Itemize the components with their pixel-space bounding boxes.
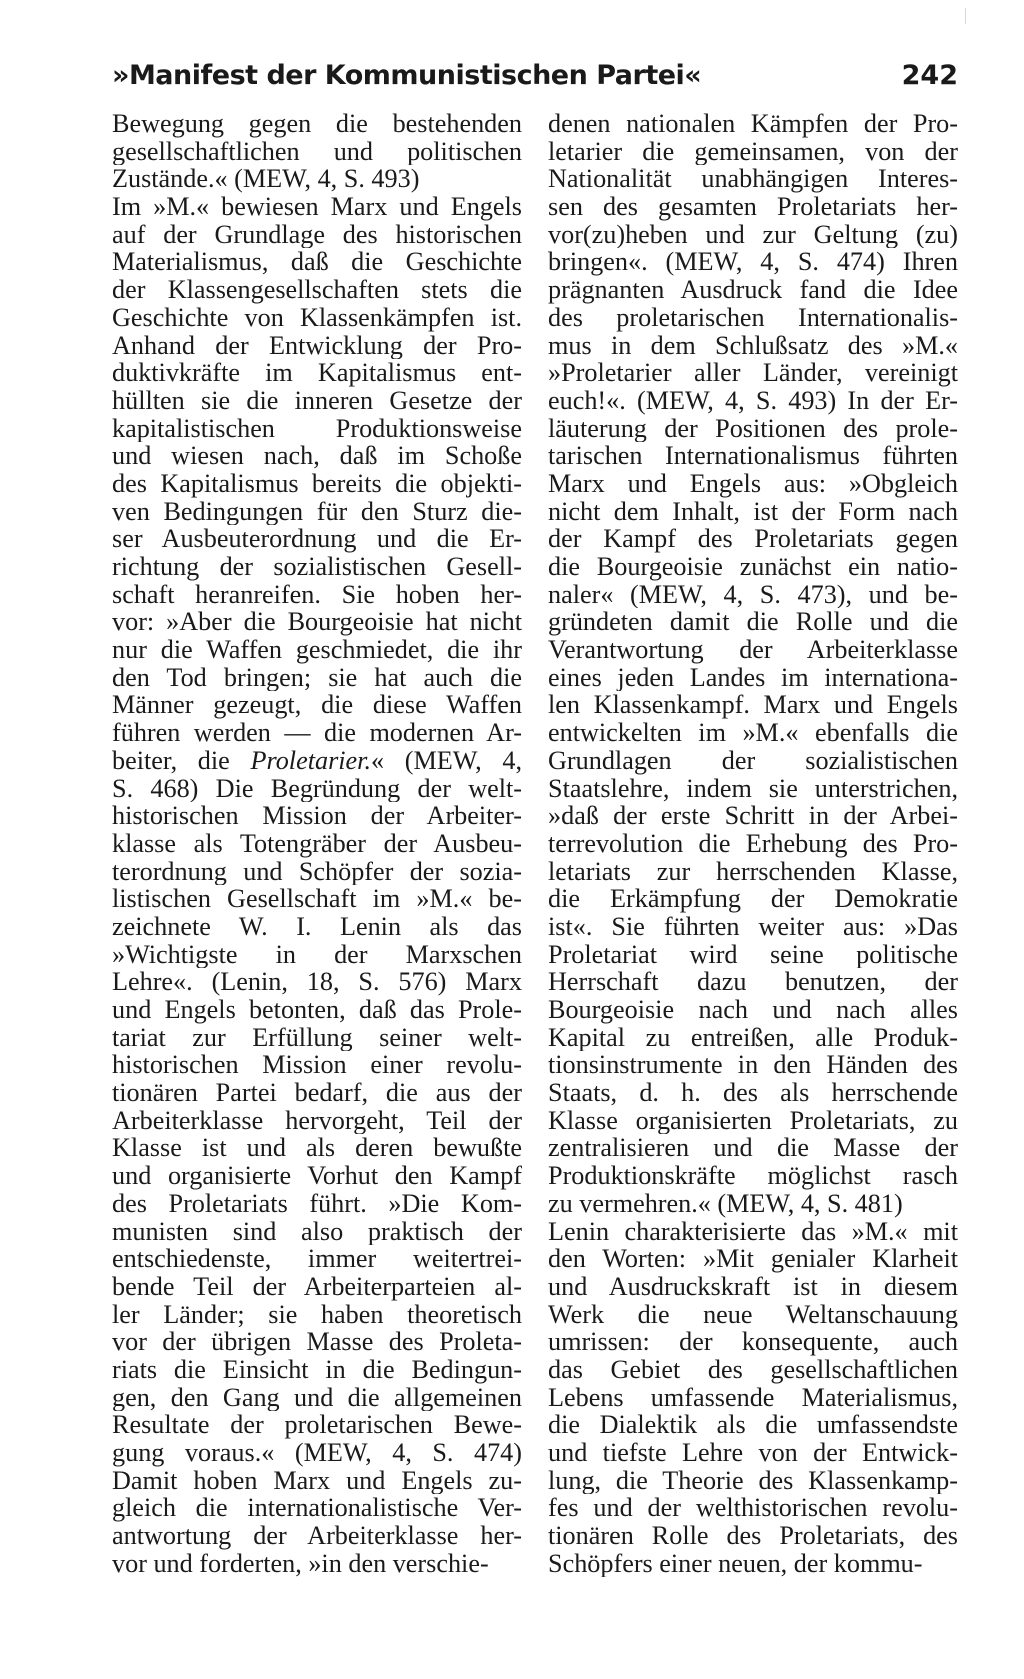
- text-line: des Proletariats führt. »Die Kom-: [112, 1189, 522, 1218]
- text-line: Kapital zu entreißen, alle Produk-: [548, 1023, 958, 1052]
- text-line: vor: »Aber die Bourgeoisie hat nicht: [112, 608, 522, 637]
- text-line: antwortung der Arbeiterklasse her-: [112, 1522, 522, 1550]
- text-line: und Ausdruckskraft ist in diesem: [548, 1272, 958, 1301]
- text-line: Lebens umfassende Materialismus,: [548, 1383, 958, 1412]
- text-line: schaft heranreifen. Sie hoben her-: [112, 580, 522, 609]
- text-line: entwickelten im »M.« ebenfalls die: [548, 719, 958, 747]
- text-line: riats die Einsicht in die Bedingun-: [112, 1355, 522, 1384]
- text-line: Im »M.« bewiesen Marx und Engels: [112, 193, 522, 221]
- text-line: Marx und Engels aus: »Obgleich: [548, 469, 958, 498]
- text-line: den Worten: »Mit genialer Klarheit: [548, 1245, 958, 1273]
- text-line: »daß der erste Schritt in der Arbei-: [548, 802, 958, 830]
- text-line: zentralisieren und die Masse der: [548, 1134, 958, 1163]
- text-line: »Proletarier aller Länder, vereinigt: [548, 359, 958, 387]
- text-line: terrevolution die Erhebung des Pro-: [548, 829, 958, 858]
- text-line: listischen Gesellschaft im »M.« be-: [112, 885, 522, 913]
- text-line: und tiefste Lehre von der Entwick-: [548, 1439, 958, 1467]
- text-line: Grundlagen der sozialistischen: [548, 746, 958, 775]
- text-line: Lenin charakterisierte das »M.« mit: [548, 1217, 958, 1246]
- text-line: tariat zur Erfüllung seiner welt-: [112, 1023, 522, 1052]
- text-line: ist«. Sie führten weiter aus: »Das: [548, 912, 958, 941]
- text-line: Proletariat wird seine politische: [548, 940, 958, 969]
- text-line: führen werden — die modernen Ar-: [112, 719, 522, 747]
- text-run: « (MEW, 4,: [371, 746, 522, 775]
- text-line: Klasse organisierten Proletariats, zu: [548, 1106, 958, 1135]
- text-line: bringen«. (MEW, 4, S. 474) Ihren: [548, 248, 958, 277]
- text-line: vor und forderten, »in den verschie-: [112, 1549, 489, 1578]
- italic-term: Proletarier.: [250, 746, 372, 775]
- text-line: letarier die gemeinsamen, von der: [548, 137, 958, 166]
- text-line: duktivkräfte im Kapitalismus ent-: [112, 359, 522, 387]
- text-line: letariats zur herrschenden Klasse,: [548, 857, 958, 886]
- text-line: Produktionskräfte möglichst rasch: [548, 1162, 958, 1190]
- text-line: mus in dem Schlußsatz des »M.«: [548, 331, 958, 360]
- text-line: Verantwortung der Arbeiterklasse: [548, 636, 958, 664]
- text-line: sen des gesamten Proletariats her-: [548, 193, 958, 221]
- text-line: tionsinstrumente in den Händen des: [548, 1051, 958, 1080]
- text-line: Staats, d. h. des als herrschende: [548, 1079, 958, 1107]
- text-line: vor der übrigen Masse des Proleta-: [112, 1328, 522, 1356]
- text-line: naler« (MEW, 4, S. 473), und be-: [548, 580, 958, 609]
- text-line: Zustände.« (MEW, 4, S. 493): [112, 165, 420, 194]
- text-line: ven Bedingungen für den Sturz die-: [112, 497, 522, 526]
- text-line: denen nationalen Kämpfen der Pro-: [548, 110, 958, 138]
- text-line: gen, den Gang und die allgemeinen: [112, 1383, 522, 1412]
- text-line: munisten sind also praktisch der: [112, 1217, 522, 1246]
- text-line: ler Länder; sie haben theoretisch: [112, 1300, 522, 1329]
- text-line: eines jeden Landes im internationa-: [548, 663, 958, 692]
- page-number: 242: [901, 60, 958, 91]
- text-line: tionären Rolle des Proletariats, des: [548, 1522, 958, 1550]
- text-line: die Dialektik als die umfassendste: [548, 1411, 958, 1439]
- text-line: richtung der sozialistischen Gesell-: [112, 553, 522, 581]
- text-line: hüllten sie die inneren Gesetze der: [112, 386, 522, 415]
- text-line: Männer gezeugt, die diese Waffen: [112, 691, 522, 720]
- text-line: des Kapitalismus bereits die objekti-: [112, 469, 522, 498]
- text-line: fes und der welthistorischen revolu-: [548, 1494, 958, 1523]
- text-line: Nationalität unabhängigen Interes-: [548, 165, 958, 194]
- text-line: euch!«. (MEW, 4, S. 493) In der Er-: [548, 386, 958, 415]
- text-line: bende Teil der Arbeiterparteien al-: [112, 1272, 522, 1301]
- text-line: klasse als Totengräber der Ausbeu-: [112, 829, 522, 858]
- text-line: umrissen: der konsequente, auch: [548, 1328, 958, 1356]
- text-line: das Gebiet des gesellschaftlichen: [548, 1355, 958, 1384]
- text-line: prägnanten Ausdruck fand die Idee: [548, 276, 958, 304]
- text-line: zeichnete W. I. Lenin als das: [112, 912, 522, 941]
- right-text-column: [548, 110, 958, 1577]
- text-line: nur die Waffen geschmiedet, die ihr: [112, 636, 522, 664]
- text-line: Arbeiterklasse hervorgeht, Teil der: [112, 1106, 522, 1135]
- text-line: Geschichte von Klassenkämpfen ist.: [112, 303, 522, 332]
- text-line: nicht dem Inhalt, ist der Form nach: [548, 497, 958, 526]
- left-text-column: [112, 110, 522, 1577]
- text-line: Bourgeoisie nach und nach alles: [548, 996, 958, 1024]
- text-line: Anhand der Entwicklung der Pro-: [112, 331, 522, 360]
- page-header: [112, 60, 958, 100]
- text-line: die Erkämpfung der Demokratie: [548, 885, 958, 913]
- text-line: der Klassengesellschaften stets die: [112, 276, 522, 304]
- text-line: Werk die neue Weltanschauung: [548, 1300, 958, 1329]
- text-line: Lehre«. (Lenin, 18, S. 576) Marx: [112, 968, 522, 996]
- text-line: den Tod bringen; sie hat auch die: [112, 663, 522, 692]
- text-line: des proletarischen Internationalis-: [548, 303, 958, 332]
- text-line: der Kampf des Proletariats gegen: [548, 525, 958, 553]
- running-title: »Manifest der Kommunistischen Partei«: [112, 60, 702, 91]
- text-line: Schöpfers einer neuen, der kommu-: [548, 1549, 923, 1578]
- text-line: die Bourgeoisie zunächst ein natio-: [548, 553, 958, 581]
- text-line: gründeten damit die Rolle und die: [548, 608, 958, 637]
- text-line: zu vermehren.« (MEW, 4, S. 481): [548, 1189, 903, 1218]
- text-line: Staatslehre, indem sie unterstrichen,: [548, 774, 958, 803]
- text-line: Herrschaft dazu benutzen, der: [548, 968, 958, 996]
- text-line: historischen Mission der Arbeiter-: [112, 802, 522, 830]
- text-line: historischen Mission einer revolu-: [112, 1051, 522, 1080]
- text-line: terordnung und Schöpfer der sozia-: [112, 857, 522, 886]
- text-line: tarischen Internationalismus führten: [548, 442, 958, 470]
- text-line: läuterung der Positionen des prole-: [548, 414, 958, 443]
- text-line: gesellschaftlichen und politischen: [112, 137, 522, 166]
- text-line: »Wichtigste in der Marxschen: [112, 940, 522, 969]
- text-line: len Klassenkampf. Marx und Engels: [548, 691, 958, 720]
- text-line: Resultate der proletarischen Bewe-: [112, 1411, 522, 1439]
- text-line: und organisierte Vorhut den Kampf: [112, 1162, 522, 1190]
- text-line: auf der Grundlage des historischen: [112, 220, 522, 249]
- text-line: und wiesen nach, daß im Schoße: [112, 442, 522, 470]
- text-line: S. 468) Die Begründung der welt-: [112, 774, 522, 803]
- text-line: vor(zu)heben und zur Geltung (zu): [548, 220, 958, 249]
- scan-mark: [965, 8, 966, 24]
- text-line: Klasse ist und als deren bewußte: [112, 1134, 522, 1163]
- text-line: entschiedenste, immer weitertrei-: [112, 1245, 522, 1273]
- text-line: tionären Partei bedarf, die aus der: [112, 1079, 522, 1107]
- text-line: gleich die internationalistische Ver-: [112, 1494, 522, 1523]
- text-line: gung voraus.« (MEW, 4, S. 474): [112, 1439, 522, 1467]
- text-line: kapitalistischen Produktionsweise: [112, 414, 522, 443]
- text-line: und Engels betonten, daß das Prole-: [112, 996, 522, 1024]
- text-line: ser Ausbeuterordnung und die Er-: [112, 525, 522, 553]
- text-line: Bewegung gegen die bestehenden: [112, 110, 522, 138]
- text-line: Materialismus, daß die Geschichte: [112, 248, 522, 277]
- text-line: lung, die Theorie des Klassenkamp-: [548, 1466, 958, 1495]
- text-line: Damit hoben Marx und Engels zu-: [112, 1466, 522, 1495]
- text-line: [112, 747, 522, 775]
- text-run: beiter, die: [112, 746, 251, 775]
